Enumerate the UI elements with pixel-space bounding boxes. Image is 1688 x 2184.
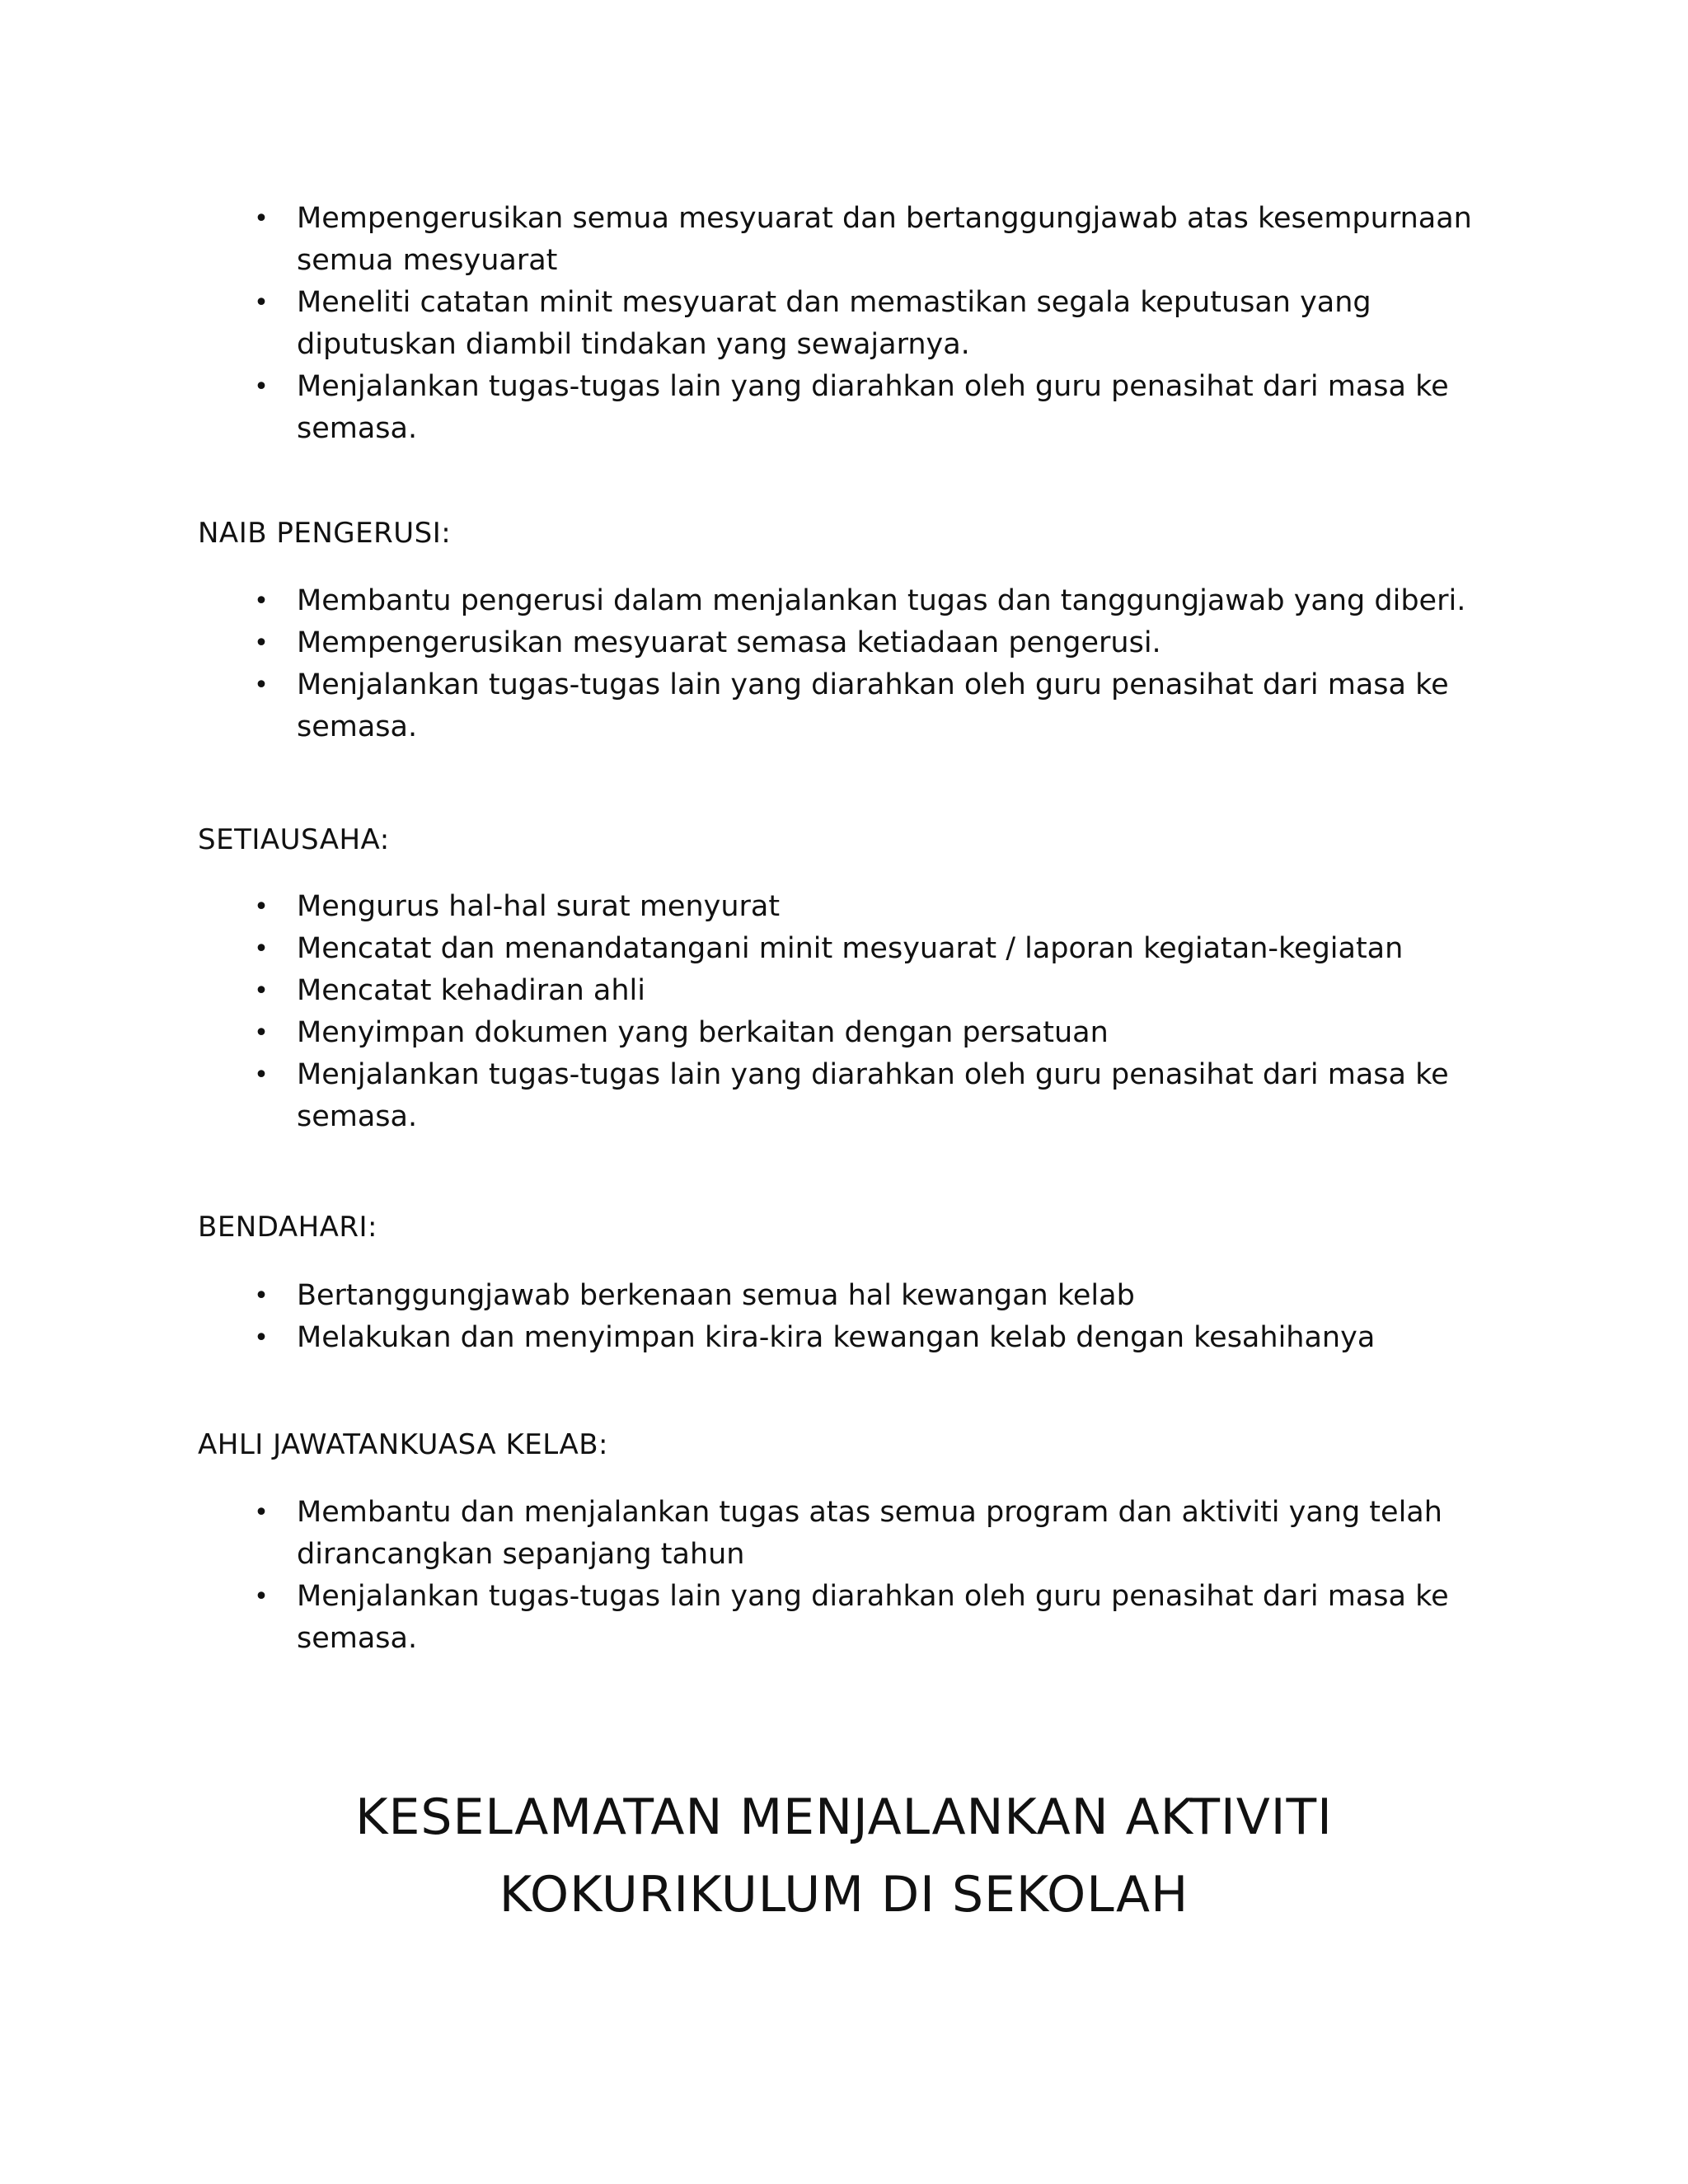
list-item-text: Membantu dan menjalankan tugas atas semua program dan aktiviti yang telah dirancangkan sepanjang tahun — [297, 1496, 1442, 1571]
list-item — [198, 1012, 1484, 1054]
list-item-text: Menyimpan dokumen yang berkaitan dengan persatuan — [297, 1016, 1109, 1049]
list-item-text: Menjalankan tugas-tugas lain yang diarahkan oleh guru penasihat dari masa ke semasa. — [297, 668, 1449, 743]
bullet-icon: • — [254, 977, 269, 1005]
list-item — [198, 1275, 1484, 1317]
bullet-icon: • — [254, 935, 269, 963]
bendahari-section — [198, 1275, 1484, 1359]
bullet-icon: • — [254, 587, 269, 616]
bullet-icon: • — [254, 1061, 269, 1090]
list-item — [198, 1054, 1484, 1138]
list-item — [198, 664, 1484, 748]
list-item — [198, 886, 1484, 928]
list-item-text: Melakukan dan menyimpan kira-kira kewangan kelab dengan kesahihanya — [297, 1321, 1376, 1354]
list-item-text: Mempengerusikan semua mesyuarat dan bertanggungjawab atas kesempurnaan semua mesyuarat — [297, 202, 1472, 277]
section-title-line-2: KOKURIKULUM DI SEKOLAH — [499, 1866, 1189, 1924]
list-item — [198, 198, 1484, 282]
setiausaha-heading: SETIAUSAHA: — [198, 823, 390, 856]
list-item-text: Mencatat dan menandatangani minit mesyuarat / laporan kegiatan-kegiatan — [297, 932, 1404, 965]
ajk-section — [198, 1492, 1484, 1660]
pengerusi-list — [198, 198, 1484, 450]
list-item-text: Menjalankan tugas-tugas lain yang diarahkan oleh guru penasihat dari masa ke semasa. — [297, 1058, 1449, 1133]
naib-pengerusi-list — [198, 580, 1484, 748]
bullet-icon: • — [254, 1282, 269, 1310]
ajk-list — [198, 1492, 1484, 1660]
list-item-text: Mencatat kehadiran ahli — [297, 974, 645, 1007]
pengerusi-section — [198, 198, 1484, 450]
bullet-icon: • — [254, 1498, 269, 1527]
setiausaha-list — [198, 886, 1484, 1138]
list-item — [198, 1317, 1484, 1359]
naib-pengerusi-heading: NAIB PENGERUSI: — [198, 517, 452, 550]
list-item-text: Meneliti catatan minit mesyuarat dan memastikan segala keputusan yang diputuskan diambil tindakan yang sewajarnya. — [297, 286, 1372, 361]
list-item-text: Bertanggungjawab berkenaan semua hal kewangan kelab — [297, 1279, 1135, 1312]
bullet-icon: • — [254, 1324, 269, 1352]
bullet-icon: • — [254, 893, 269, 921]
ajk-heading: AHLI JAWATANKUASA KELAB: — [198, 1428, 608, 1461]
list-item-text: Mengurus hal-hal surat menyurat — [297, 890, 781, 923]
bullet-icon: • — [254, 671, 269, 700]
list-item-text: Menjalankan tugas-tugas lain yang diarahkan oleh guru penasihat dari masa ke semasa. — [297, 1580, 1449, 1655]
setiausaha-section — [198, 886, 1484, 1138]
bendahari-list — [198, 1275, 1484, 1359]
list-item — [198, 580, 1484, 622]
list-item — [198, 366, 1484, 450]
list-item-text: Menjalankan tugas-tugas lain yang diarahkan oleh guru penasihat dari masa ke semasa. — [297, 370, 1449, 445]
list-item — [198, 622, 1484, 664]
bullet-icon: • — [254, 288, 269, 317]
list-item-text: Membantu pengerusi dalam menjalankan tugas dan tanggungjawab yang diberi. — [297, 584, 1466, 617]
bullet-icon: • — [254, 1019, 269, 1047]
section-title-line-1: KESELAMATAN MENJALANKAN AKTIVITI — [355, 1788, 1333, 1846]
list-item-text: Mempengerusikan mesyuarat semasa ketiadaan pengerusi. — [297, 626, 1161, 659]
list-item — [198, 1492, 1484, 1576]
bullet-icon: • — [254, 1582, 269, 1611]
list-item — [198, 970, 1484, 1012]
list-item — [198, 928, 1484, 970]
list-item — [198, 282, 1484, 366]
bullet-icon: • — [254, 373, 269, 401]
bullet-icon: • — [254, 629, 269, 658]
list-item — [198, 1576, 1484, 1660]
bullet-icon: • — [254, 204, 269, 233]
bendahari-heading: BENDAHARI: — [198, 1211, 378, 1244]
naib-pengerusi-section — [198, 580, 1484, 748]
